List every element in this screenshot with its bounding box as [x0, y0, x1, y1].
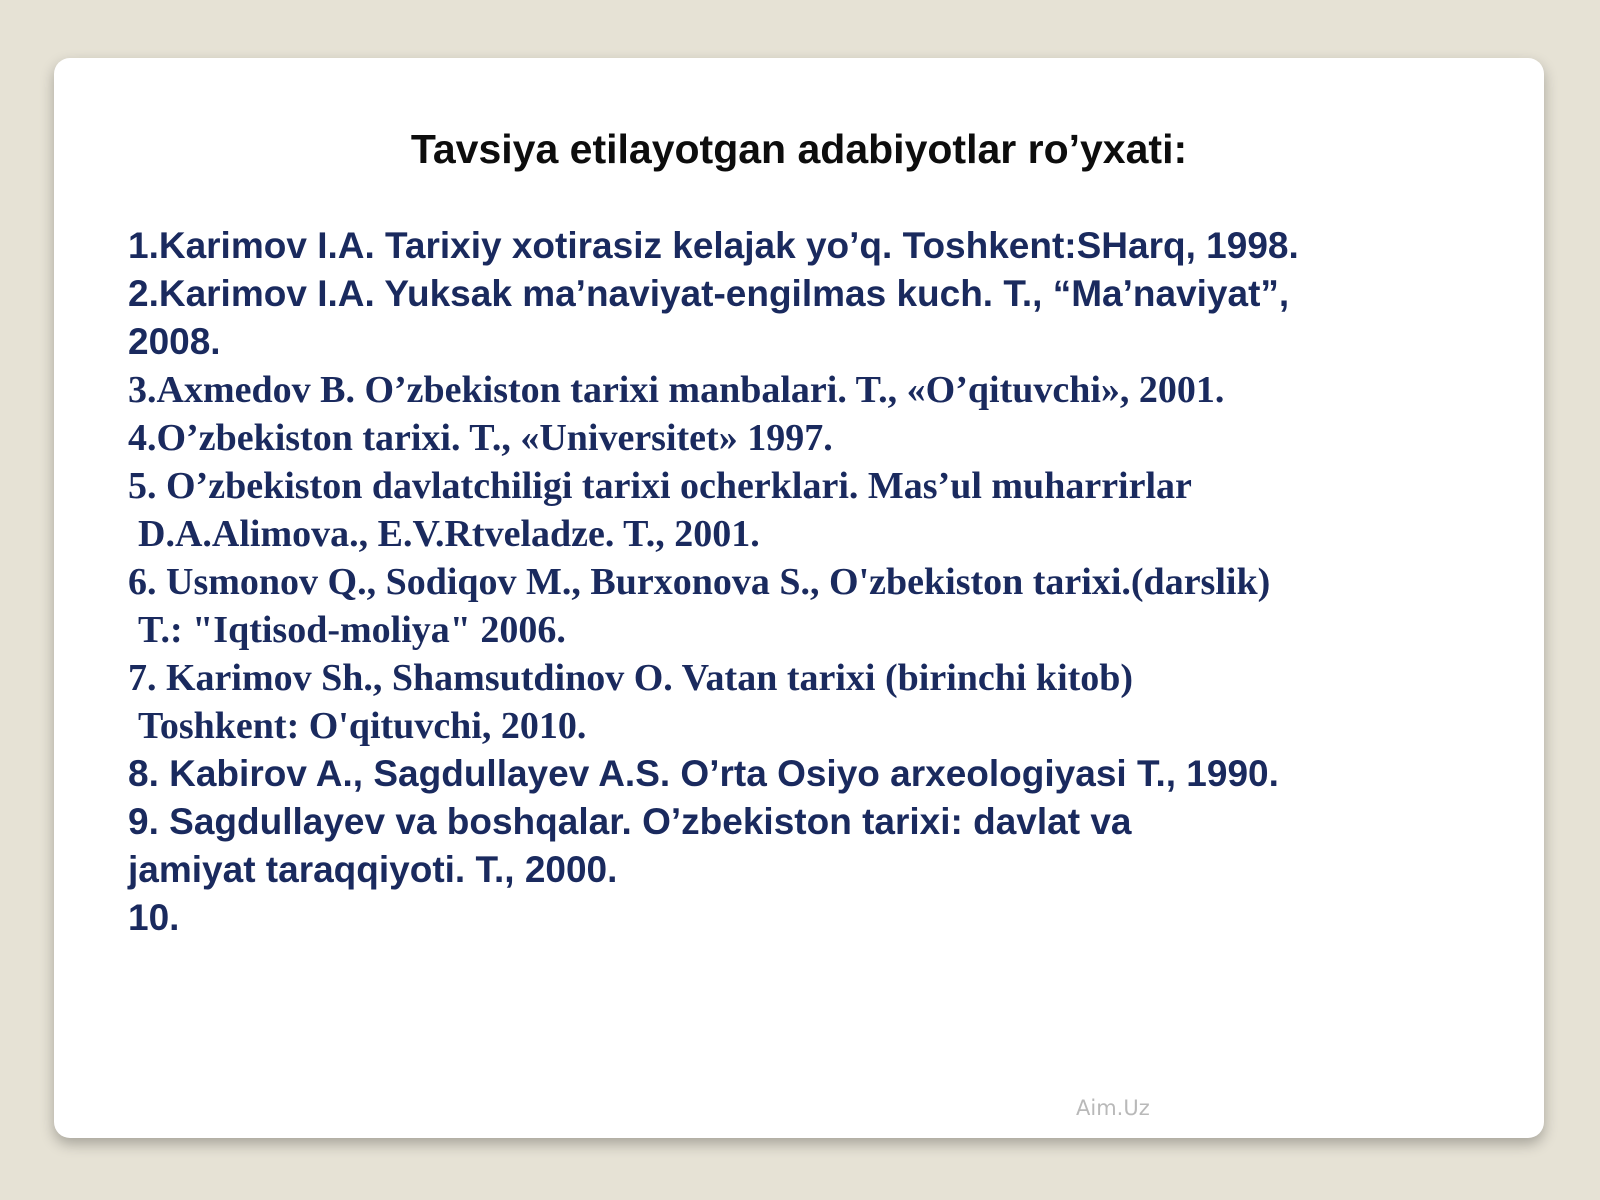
reference-line: 8. Kabirov A., Sagdullayev A.S. O’rta Osiyo arxeologiyasi T., 1990.	[128, 753, 1279, 794]
reference-line: 6. Usmonov Q., Sodiqov M., Burxonova S., O'zbekiston tarixi.(darslik)	[128, 561, 1271, 603]
reference-line: 4.O’zbekiston tarixi. T., «Universitet» 1997.	[128, 417, 833, 459]
reference-line: 5. O’zbekiston davlatchiligi tarixi ocherklari. Mas’ul muharrirlar	[128, 465, 1192, 507]
reference-line: 1.Karimov I.A. Tarixiy xotirasiz kelajak yo’q. Toshkent:SHarq, 1998.	[128, 225, 1299, 266]
reference-line: D.A.Alimova., E.V.Rtveladze. T., 2001.	[138, 513, 760, 555]
reference-line: jamiyat taraqqiyoti. T., 2000.	[128, 849, 618, 890]
slide-title: Tavsiya etilayotgan adabiyotlar ro’yxati:	[410, 126, 1188, 172]
reference-line: 3.Axmedov B. O’zbekiston tarixi manbalari. T., «O’qituvchi», 2001.	[128, 369, 1225, 411]
reference-line: 10.	[128, 897, 180, 938]
reference-line: T.: "Iqtisod-moliya" 2006.	[138, 609, 566, 651]
reference-line: 7. Karimov Sh., Shamsutdinov O. Vatan tarixi (birinchi kitob)	[128, 657, 1134, 699]
reference-line: Toshkent: O'qituvchi, 2010.	[138, 705, 587, 747]
reference-list	[128, 222, 1508, 942]
reference-line: 2.Karimov I.A. Yuksak ma’naviyat-engilmas kuch. T., “Ma’naviyat”,	[128, 273, 1290, 314]
reference-line: 2008.	[128, 321, 221, 362]
watermark: Aim.Uz	[1076, 1096, 1150, 1120]
slide-card	[54, 58, 1544, 1138]
reference-line: 9. Sagdullayev va boshqalar. O’zbekiston tarixi: davlat va	[128, 801, 1132, 842]
